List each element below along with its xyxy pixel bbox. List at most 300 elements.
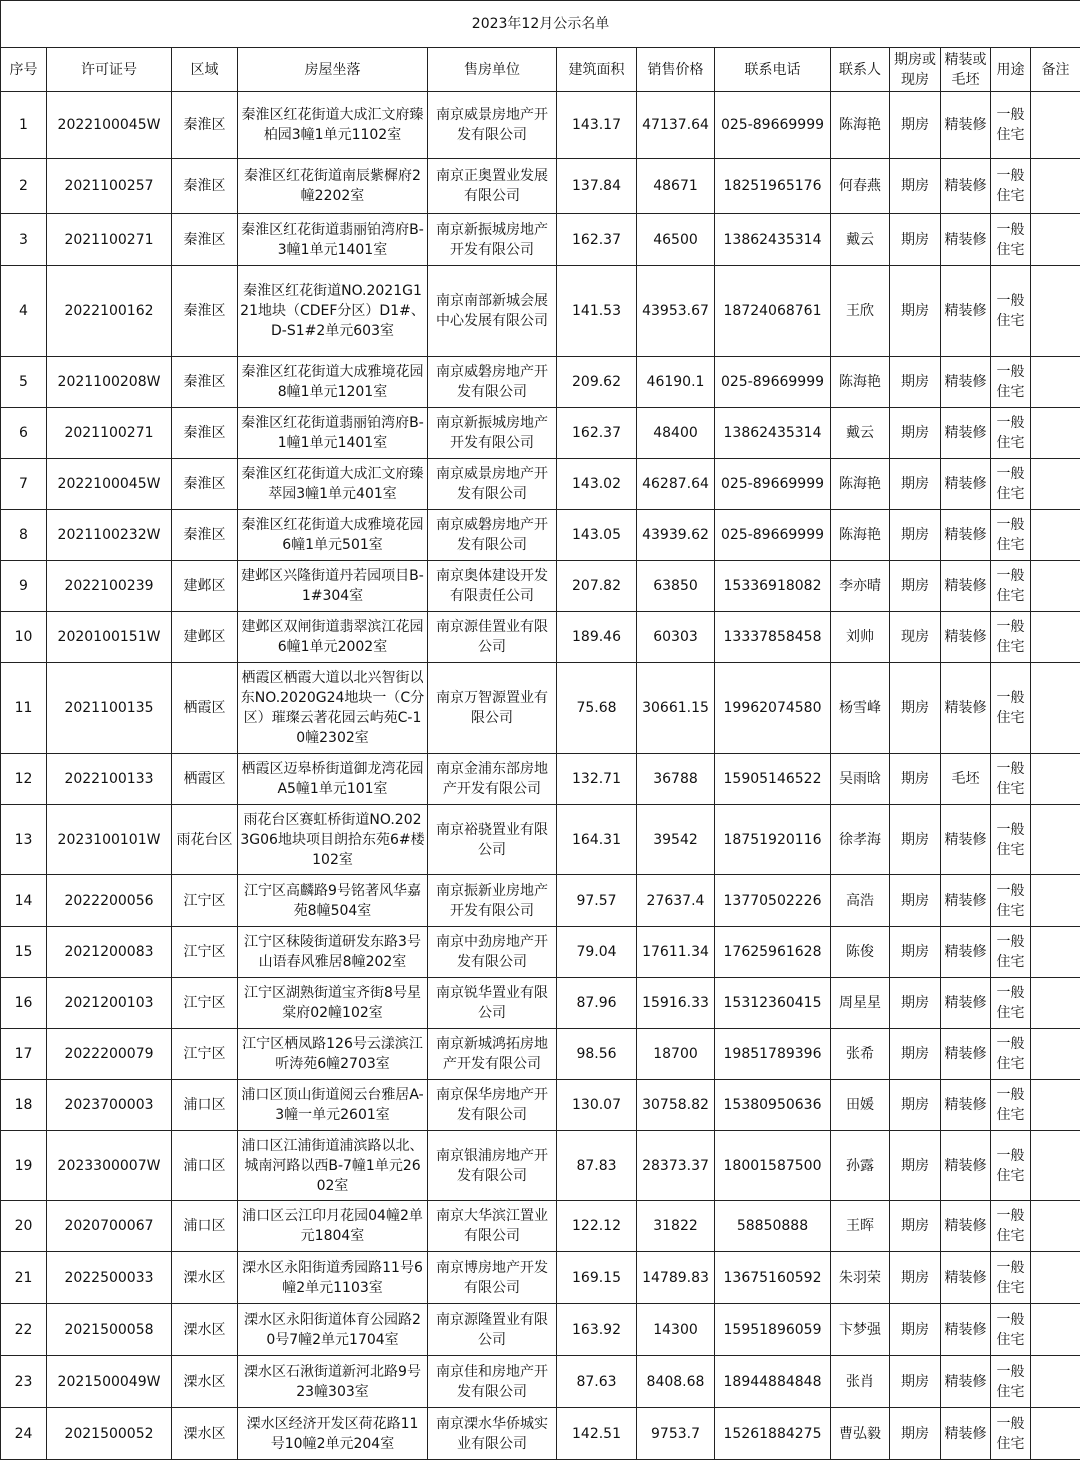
cell-type: 期房 xyxy=(890,978,941,1029)
cell-price: 46500 xyxy=(637,214,715,266)
cell-price: 15916.33 xyxy=(637,978,715,1029)
table-row xyxy=(1,92,1080,159)
cell-remark xyxy=(1031,805,1080,875)
cell-finish: 精装修 xyxy=(941,266,991,357)
cell-phone: 025-89669999 xyxy=(715,459,831,510)
cell-type: 现房 xyxy=(890,612,941,663)
cell-contact: 王晖 xyxy=(831,1201,890,1252)
cell-phone: 19851789396 xyxy=(715,1029,831,1080)
cell-price: 27637.4 xyxy=(637,875,715,927)
cell-type: 期房 xyxy=(890,1201,941,1252)
cell-no: 13 xyxy=(1,805,47,875)
cell-remark xyxy=(1031,754,1080,805)
table-row xyxy=(1,459,1080,510)
cell-remark xyxy=(1031,561,1080,612)
cell-address: 江宁区秣陵街道研发东路3号山语春风雅居8幢202室 xyxy=(238,927,428,978)
cell-district: 秦淮区 xyxy=(172,159,238,214)
cell-remark xyxy=(1031,357,1080,408)
cell-phone: 18724068761 xyxy=(715,266,831,357)
cell-district: 建邺区 xyxy=(172,612,238,663)
cell-type: 期房 xyxy=(890,927,941,978)
cell-finish: 精装修 xyxy=(941,978,991,1029)
cell-area: 97.57 xyxy=(557,875,637,927)
cell-price: 8408.68 xyxy=(637,1356,715,1408)
cell-contact: 田媛 xyxy=(831,1080,890,1131)
cell-permit: 2021100208W xyxy=(47,357,172,408)
cell-phone: 18001587500 xyxy=(715,1131,831,1201)
cell-permit: 2022100045W xyxy=(47,92,172,159)
cell-contact: 曹弘毅 xyxy=(831,1408,890,1460)
cell-no: 16 xyxy=(1,978,47,1029)
cell-contact: 陈海艳 xyxy=(831,459,890,510)
cell-remark xyxy=(1031,927,1080,978)
cell-price: 30758.82 xyxy=(637,1080,715,1131)
cell-district: 秦淮区 xyxy=(172,510,238,561)
cell-usage: 一般住宅 xyxy=(991,561,1031,612)
cell-permit: 2021100271 xyxy=(47,408,172,459)
cell-phone: 13862435314 xyxy=(715,214,831,266)
cell-district: 秦淮区 xyxy=(172,459,238,510)
cell-no: 24 xyxy=(1,1408,47,1460)
cell-no: 22 xyxy=(1,1304,47,1356)
cell-permit: 2021100232W xyxy=(47,510,172,561)
cell-contact: 朱羽荣 xyxy=(831,1252,890,1304)
cell-price: 30661.15 xyxy=(637,663,715,754)
table-row xyxy=(1,1252,1080,1304)
cell-remark xyxy=(1031,1201,1080,1252)
cell-phone: 18751920116 xyxy=(715,805,831,875)
cell-type: 期房 xyxy=(890,1131,941,1201)
cell-area: 142.51 xyxy=(557,1408,637,1460)
cell-remark xyxy=(1031,612,1080,663)
cell-contact: 张肖 xyxy=(831,1356,890,1408)
table-row xyxy=(1,1356,1080,1408)
cell-price: 39542 xyxy=(637,805,715,875)
cell-seller: 南京大华滨江置业有限公司 xyxy=(428,1201,557,1252)
cell-no: 20 xyxy=(1,1201,47,1252)
cell-type: 期房 xyxy=(890,875,941,927)
cell-phone: 025-89669999 xyxy=(715,510,831,561)
cell-price: 14789.83 xyxy=(637,1252,715,1304)
cell-finish: 精装修 xyxy=(941,875,991,927)
cell-usage: 一般住宅 xyxy=(991,408,1031,459)
col-header-phone: 联系电话 xyxy=(715,48,831,92)
cell-address: 建邺区兴隆街道丹若园项目B-1#304室 xyxy=(238,561,428,612)
cell-price: 18700 xyxy=(637,1029,715,1080)
cell-usage: 一般住宅 xyxy=(991,1080,1031,1131)
cell-price: 28373.37 xyxy=(637,1131,715,1201)
cell-seller: 南京奥体建设开发有限责任公司 xyxy=(428,561,557,612)
cell-district: 浦口区 xyxy=(172,1131,238,1201)
cell-remark xyxy=(1031,978,1080,1029)
cell-usage: 一般住宅 xyxy=(991,754,1031,805)
cell-remark xyxy=(1031,875,1080,927)
cell-remark xyxy=(1031,266,1080,357)
cell-phone: 18251965176 xyxy=(715,159,831,214)
cell-type: 期房 xyxy=(890,159,941,214)
cell-no: 3 xyxy=(1,214,47,266)
cell-finish: 精装修 xyxy=(941,927,991,978)
cell-area: 162.37 xyxy=(557,214,637,266)
cell-usage: 一般住宅 xyxy=(991,1356,1031,1408)
table-row xyxy=(1,754,1080,805)
cell-phone: 15312360415 xyxy=(715,978,831,1029)
cell-no: 23 xyxy=(1,1356,47,1408)
table-row xyxy=(1,612,1080,663)
cell-price: 48400 xyxy=(637,408,715,459)
cell-finish: 精装修 xyxy=(941,612,991,663)
header-row xyxy=(1,48,1080,92)
cell-permit: 2020100151W xyxy=(47,612,172,663)
cell-district: 江宁区 xyxy=(172,875,238,927)
cell-area: 143.02 xyxy=(557,459,637,510)
cell-finish: 精装修 xyxy=(941,663,991,754)
col-header-usage: 用途 xyxy=(991,48,1031,92)
cell-usage: 一般住宅 xyxy=(991,459,1031,510)
cell-address: 秦淮区红花街道南辰紫樨府2幢2202室 xyxy=(238,159,428,214)
cell-permit: 2022200056 xyxy=(47,875,172,927)
cell-finish: 精装修 xyxy=(941,1080,991,1131)
cell-seller: 南京源佳置业有限公司 xyxy=(428,612,557,663)
cell-price: 43939.62 xyxy=(637,510,715,561)
cell-phone: 13337858458 xyxy=(715,612,831,663)
cell-address: 浦口区江浦街道浦滨路以北、城南河路以西B-7幢1单元2602室 xyxy=(238,1131,428,1201)
cell-area: 209.62 xyxy=(557,357,637,408)
cell-seller: 南京源隆置业有限公司 xyxy=(428,1304,557,1356)
cell-address: 建邺区双闸街道翡翠滨江花园6幢1单元2002室 xyxy=(238,612,428,663)
cell-permit: 2020700067 xyxy=(47,1201,172,1252)
cell-permit: 2022100133 xyxy=(47,754,172,805)
cell-finish: 精装修 xyxy=(941,459,991,510)
cell-usage: 一般住宅 xyxy=(991,1131,1031,1201)
cell-area: 169.15 xyxy=(557,1252,637,1304)
cell-contact: 吴雨晗 xyxy=(831,754,890,805)
cell-phone: 15380950636 xyxy=(715,1080,831,1131)
cell-area: 87.83 xyxy=(557,1131,637,1201)
col-header-area: 建筑面积 xyxy=(557,48,637,92)
cell-contact: 徐孝海 xyxy=(831,805,890,875)
cell-contact: 何春燕 xyxy=(831,159,890,214)
cell-seller: 南京锐华置业有限公司 xyxy=(428,978,557,1029)
cell-phone: 025-89669999 xyxy=(715,357,831,408)
cell-price: 43953.67 xyxy=(637,266,715,357)
cell-permit: 2023100101W xyxy=(47,805,172,875)
cell-finish: 精装修 xyxy=(941,1201,991,1252)
cell-address: 雨花台区赛虹桥街道NO.2023G06地块项目朗拾东苑6#楼102室 xyxy=(238,805,428,875)
col-header-type: 期房或现房 xyxy=(890,48,941,92)
cell-district: 雨花台区 xyxy=(172,805,238,875)
cell-usage: 一般住宅 xyxy=(991,1408,1031,1460)
cell-phone: 13675160592 xyxy=(715,1252,831,1304)
cell-contact: 高浩 xyxy=(831,875,890,927)
cell-address: 秦淮区红花街道大成雅境花园8幢1单元1201室 xyxy=(238,357,428,408)
cell-seller: 南京新振城房地产开发有限公司 xyxy=(428,408,557,459)
cell-no: 19 xyxy=(1,1131,47,1201)
cell-finish: 毛坯 xyxy=(941,754,991,805)
cell-seller: 南京金浦东部房地产开发有限公司 xyxy=(428,754,557,805)
cell-price: 9753.7 xyxy=(637,1408,715,1460)
cell-type: 期房 xyxy=(890,1029,941,1080)
cell-no: 4 xyxy=(1,266,47,357)
cell-finish: 精装修 xyxy=(941,1252,991,1304)
cell-district: 江宁区 xyxy=(172,1029,238,1080)
cell-district: 栖霞区 xyxy=(172,754,238,805)
cell-type: 期房 xyxy=(890,805,941,875)
cell-district: 秦淮区 xyxy=(172,357,238,408)
cell-contact: 陈海艳 xyxy=(831,510,890,561)
cell-contact: 杨雪峰 xyxy=(831,663,890,754)
cell-phone: 15951896059 xyxy=(715,1304,831,1356)
cell-finish: 精装修 xyxy=(941,1304,991,1356)
cell-price: 14300 xyxy=(637,1304,715,1356)
cell-price: 17611.34 xyxy=(637,927,715,978)
cell-price: 46190.1 xyxy=(637,357,715,408)
cell-address: 栖霞区迈皋桥街道御龙湾花园A5幢1单元101室 xyxy=(238,754,428,805)
cell-no: 1 xyxy=(1,92,47,159)
cell-address: 江宁区高麟路9号铭著风华嘉苑8幢504室 xyxy=(238,875,428,927)
cell-permit: 2021500052 xyxy=(47,1408,172,1460)
cell-seller: 南京保华房地产开发有限公司 xyxy=(428,1080,557,1131)
cell-seller: 南京正奥置业发展有限公司 xyxy=(428,159,557,214)
cell-remark xyxy=(1031,1356,1080,1408)
cell-seller: 南京裕骁置业有限公司 xyxy=(428,805,557,875)
cell-phone: 15905146522 xyxy=(715,754,831,805)
cell-seller: 南京溧水华侨城实业有限公司 xyxy=(428,1408,557,1460)
cell-finish: 精装修 xyxy=(941,408,991,459)
cell-usage: 一般住宅 xyxy=(991,159,1031,214)
cell-district: 浦口区 xyxy=(172,1201,238,1252)
table-row xyxy=(1,927,1080,978)
cell-remark xyxy=(1031,1304,1080,1356)
cell-usage: 一般住宅 xyxy=(991,927,1031,978)
cell-district: 溧水区 xyxy=(172,1304,238,1356)
cell-permit: 2021100271 xyxy=(47,214,172,266)
cell-remark xyxy=(1031,1080,1080,1131)
cell-contact: 戴云 xyxy=(831,408,890,459)
cell-type: 期房 xyxy=(890,1356,941,1408)
cell-usage: 一般住宅 xyxy=(991,510,1031,561)
cell-finish: 精装修 xyxy=(941,159,991,214)
cell-area: 79.04 xyxy=(557,927,637,978)
cell-no: 11 xyxy=(1,663,47,754)
cell-district: 江宁区 xyxy=(172,927,238,978)
cell-type: 期房 xyxy=(890,754,941,805)
cell-price: 63850 xyxy=(637,561,715,612)
cell-address: 江宁区湖熟街道宝齐街8号星棠府02幢102室 xyxy=(238,978,428,1029)
cell-finish: 精装修 xyxy=(941,561,991,612)
cell-usage: 一般住宅 xyxy=(991,1304,1031,1356)
cell-address: 溧水区永阳街道秀园路11号6幢2单元1103室 xyxy=(238,1252,428,1304)
cell-area: 164.31 xyxy=(557,805,637,875)
cell-type: 期房 xyxy=(890,92,941,159)
cell-contact: 李亦晴 xyxy=(831,561,890,612)
cell-seller: 南京万智源置业有限公司 xyxy=(428,663,557,754)
cell-permit: 2022500033 xyxy=(47,1252,172,1304)
cell-phone: 15336918082 xyxy=(715,561,831,612)
cell-remark xyxy=(1031,1252,1080,1304)
cell-usage: 一般住宅 xyxy=(991,92,1031,159)
cell-no: 8 xyxy=(1,510,47,561)
cell-usage: 一般住宅 xyxy=(991,214,1031,266)
cell-address: 溧水区永阳街道体育公园路20号7幢2单元1704室 xyxy=(238,1304,428,1356)
cell-finish: 精装修 xyxy=(941,1356,991,1408)
cell-area: 98.56 xyxy=(557,1029,637,1080)
cell-area: 207.82 xyxy=(557,561,637,612)
cell-permit: 2021200083 xyxy=(47,927,172,978)
table-row xyxy=(1,1201,1080,1252)
cell-usage: 一般住宅 xyxy=(991,266,1031,357)
table-row xyxy=(1,663,1080,754)
cell-no: 10 xyxy=(1,612,47,663)
cell-seller: 南京威景房地产开发有限公司 xyxy=(428,459,557,510)
table-row xyxy=(1,266,1080,357)
cell-usage: 一般住宅 xyxy=(991,357,1031,408)
cell-no: 9 xyxy=(1,561,47,612)
cell-seller: 南京威磐房地产开发有限公司 xyxy=(428,357,557,408)
cell-usage: 一般住宅 xyxy=(991,978,1031,1029)
cell-finish: 精装修 xyxy=(941,357,991,408)
col-header-contact: 联系人 xyxy=(831,48,890,92)
table-row xyxy=(1,1304,1080,1356)
table-row xyxy=(1,159,1080,214)
table-row xyxy=(1,875,1080,927)
cell-area: 130.07 xyxy=(557,1080,637,1131)
cell-remark xyxy=(1031,1408,1080,1460)
cell-price: 36788 xyxy=(637,754,715,805)
cell-usage: 一般住宅 xyxy=(991,612,1031,663)
cell-district: 浦口区 xyxy=(172,1080,238,1131)
cell-district: 栖霞区 xyxy=(172,663,238,754)
cell-phone: 13862435314 xyxy=(715,408,831,459)
cell-seller: 南京新城鸿拓房地产开发有限公司 xyxy=(428,1029,557,1080)
cell-district: 江宁区 xyxy=(172,978,238,1029)
cell-contact: 卞梦强 xyxy=(831,1304,890,1356)
cell-no: 17 xyxy=(1,1029,47,1080)
cell-no: 12 xyxy=(1,754,47,805)
cell-remark xyxy=(1031,663,1080,754)
cell-remark xyxy=(1031,159,1080,214)
cell-phone: 18944884848 xyxy=(715,1356,831,1408)
col-header-district: 区域 xyxy=(172,48,238,92)
cell-usage: 一般住宅 xyxy=(991,1201,1031,1252)
cell-no: 18 xyxy=(1,1080,47,1131)
cell-address: 秦淮区红花街道大成雅境花园6幢1单元501室 xyxy=(238,510,428,561)
cell-type: 期房 xyxy=(890,561,941,612)
cell-usage: 一般住宅 xyxy=(991,805,1031,875)
col-header-price: 销售价格 xyxy=(637,48,715,92)
cell-finish: 精装修 xyxy=(941,1131,991,1201)
cell-usage: 一般住宅 xyxy=(991,1252,1031,1304)
cell-seller: 南京新振城房地产开发有限公司 xyxy=(428,214,557,266)
cell-address: 溧水区石湫街道新河北路9号23幢303室 xyxy=(238,1356,428,1408)
cell-district: 秦淮区 xyxy=(172,214,238,266)
cell-contact: 陈海艳 xyxy=(831,92,890,159)
col-header-remark: 备注 xyxy=(1031,48,1080,92)
cell-no: 14 xyxy=(1,875,47,927)
cell-district: 溧水区 xyxy=(172,1252,238,1304)
cell-address: 秦淮区红花街道翡丽铂湾府B-3幢1单元1401室 xyxy=(238,214,428,266)
cell-price: 48671 xyxy=(637,159,715,214)
cell-address: 浦口区云江印月花园04幢2单元1804室 xyxy=(238,1201,428,1252)
cell-contact: 戴云 xyxy=(831,214,890,266)
cell-permit: 2022200079 xyxy=(47,1029,172,1080)
cell-no: 15 xyxy=(1,927,47,978)
cell-remark xyxy=(1031,1029,1080,1080)
cell-permit: 2023700003 xyxy=(47,1080,172,1131)
cell-seller: 南京佳和房地产开发有限公司 xyxy=(428,1356,557,1408)
cell-price: 31822 xyxy=(637,1201,715,1252)
cell-type: 期房 xyxy=(890,1304,941,1356)
col-header-seller: 售房单位 xyxy=(428,48,557,92)
cell-district: 秦淮区 xyxy=(172,92,238,159)
cell-district: 秦淮区 xyxy=(172,408,238,459)
cell-no: 5 xyxy=(1,357,47,408)
cell-contact: 周星星 xyxy=(831,978,890,1029)
cell-area: 163.92 xyxy=(557,1304,637,1356)
cell-seller: 南京银浦房地产开发有限公司 xyxy=(428,1131,557,1201)
cell-type: 期房 xyxy=(890,1252,941,1304)
cell-area: 122.12 xyxy=(557,1201,637,1252)
cell-address: 秦淮区红花街道大成汇文府臻萃园3幢1单元401室 xyxy=(238,459,428,510)
cell-seller: 南京振新业房地产开发有限公司 xyxy=(428,875,557,927)
cell-address: 秦淮区红花街道翡丽铂湾府B-1幢1单元1401室 xyxy=(238,408,428,459)
cell-finish: 精装修 xyxy=(941,1029,991,1080)
table-row xyxy=(1,408,1080,459)
cell-phone: 17625961628 xyxy=(715,927,831,978)
cell-seller: 南京威磐房地产开发有限公司 xyxy=(428,510,557,561)
cell-area: 137.84 xyxy=(557,159,637,214)
cell-permit: 2021100135 xyxy=(47,663,172,754)
cell-permit: 2021200103 xyxy=(47,978,172,1029)
cell-no: 7 xyxy=(1,459,47,510)
cell-type: 期房 xyxy=(890,266,941,357)
cell-contact: 陈俊 xyxy=(831,927,890,978)
table-row xyxy=(1,561,1080,612)
table-row xyxy=(1,357,1080,408)
cell-remark xyxy=(1031,1131,1080,1201)
cell-address: 秦淮区红花街道大成汇文府臻柏园3幢1单元1102室 xyxy=(238,92,428,159)
cell-seller: 南京中劲房地产开发有限公司 xyxy=(428,927,557,978)
cell-permit: 2021500058 xyxy=(47,1304,172,1356)
cell-permit: 2022100045W xyxy=(47,459,172,510)
cell-no: 6 xyxy=(1,408,47,459)
cell-permit: 2021500049W xyxy=(47,1356,172,1408)
cell-phone: 025-89669999 xyxy=(715,92,831,159)
cell-type: 期房 xyxy=(890,663,941,754)
cell-seller: 南京博房地产开发有限公司 xyxy=(428,1252,557,1304)
table-row xyxy=(1,510,1080,561)
cell-district: 溧水区 xyxy=(172,1408,238,1460)
cell-area: 75.68 xyxy=(557,663,637,754)
cell-permit: 2022100162 xyxy=(47,266,172,357)
cell-finish: 精装修 xyxy=(941,805,991,875)
cell-no: 21 xyxy=(1,1252,47,1304)
col-header-finish: 精装或毛坯 xyxy=(941,48,991,92)
cell-no: 2 xyxy=(1,159,47,214)
cell-usage: 一般住宅 xyxy=(991,1029,1031,1080)
cell-price: 47137.64 xyxy=(637,92,715,159)
cell-remark xyxy=(1031,92,1080,159)
cell-remark xyxy=(1031,408,1080,459)
cell-district: 秦淮区 xyxy=(172,266,238,357)
table-row xyxy=(1,805,1080,875)
cell-remark xyxy=(1031,214,1080,266)
cell-remark xyxy=(1031,510,1080,561)
col-header-no: 序号 xyxy=(1,48,47,92)
cell-type: 期房 xyxy=(890,408,941,459)
cell-permit: 2021100257 xyxy=(47,159,172,214)
cell-permit: 2023300007W xyxy=(47,1131,172,1201)
